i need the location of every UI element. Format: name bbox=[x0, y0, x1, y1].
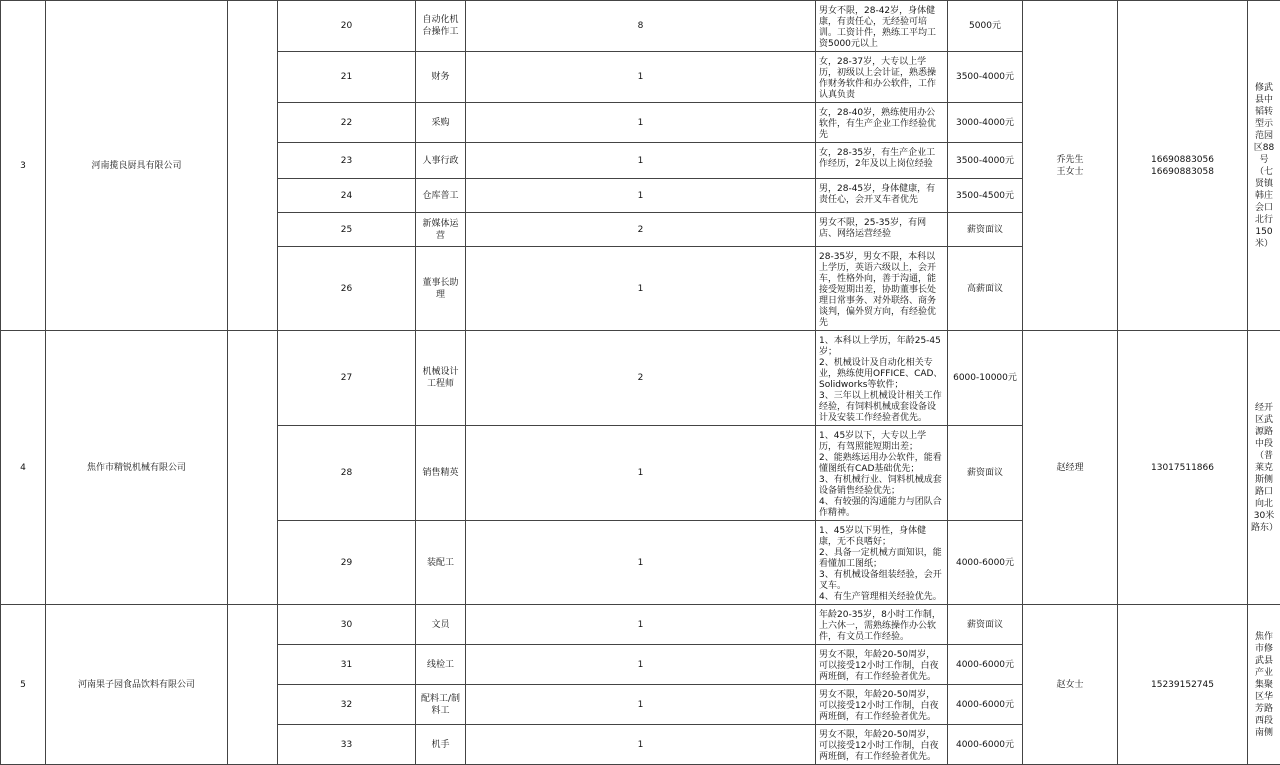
table-row bbox=[1, 605, 1280, 645]
job-requirement: 女，28-37岁，大专以上学历，初级以上会计证，熟悉操作财务软件和办公软件，工作认真负责 bbox=[816, 52, 948, 103]
position-name: 采购 bbox=[416, 103, 466, 143]
contact-person: 赵经理 bbox=[1023, 331, 1118, 605]
row-number: 22 bbox=[278, 103, 416, 143]
position-name: 仓库普工 bbox=[416, 179, 466, 213]
head-count: 1 bbox=[466, 725, 816, 765]
position-name: 机手 bbox=[416, 725, 466, 765]
job-table-body bbox=[1, 1, 1280, 765]
position-name: 人事行政 bbox=[416, 143, 466, 179]
head-count: 1 bbox=[466, 247, 816, 331]
row-number: 20 bbox=[278, 1, 416, 52]
head-count: 2 bbox=[466, 331, 816, 426]
head-count: 1 bbox=[466, 103, 816, 143]
position-name: 销售精英 bbox=[416, 426, 466, 521]
table-row bbox=[1, 1, 1280, 52]
job-requirement: 年龄20-35岁，8小时工作制，上六休一，需熟练操作办公软件，有文员工作经验。 bbox=[816, 605, 948, 645]
salary: 薪资面议 bbox=[948, 426, 1023, 521]
position-name: 装配工 bbox=[416, 521, 466, 605]
contact-person: 乔先生 王女士 bbox=[1023, 1, 1118, 331]
salary: 4000-6000元 bbox=[948, 521, 1023, 605]
row-number: 21 bbox=[278, 52, 416, 103]
row-number: 27 bbox=[278, 331, 416, 426]
spacer-cell bbox=[228, 1, 278, 331]
head-count: 2 bbox=[466, 213, 816, 247]
position-name: 线检工 bbox=[416, 645, 466, 685]
job-requirement: 男女不限，年龄20-50周岁，可以接受12小时工作制，白夜两班倒，有工作经验者优先。 bbox=[816, 645, 948, 685]
row-number: 32 bbox=[278, 685, 416, 725]
head-count: 1 bbox=[466, 143, 816, 179]
company-address: 经开区武源路中段 （普莱克斯侧路口向北30米路东） bbox=[1248, 331, 1280, 605]
head-count: 8 bbox=[466, 1, 816, 52]
position-name: 文员 bbox=[416, 605, 466, 645]
salary: 3500-4500元 bbox=[948, 179, 1023, 213]
group-index: 3 bbox=[1, 1, 46, 331]
company-name: 焦作市精锐机械有限公司 bbox=[46, 331, 228, 605]
contact-person: 赵女士 bbox=[1023, 605, 1118, 765]
position-name: 财务 bbox=[416, 52, 466, 103]
table-row bbox=[1, 331, 1280, 426]
salary: 薪资面议 bbox=[948, 605, 1023, 645]
job-requirement: 1、45岁以下男性，身体健康，无不良嗜好； 2、具备一定机械方面知识，能看懂加工图纸； 3、有机械设备组装经验，会开叉车。 4、有生产管理相关经验优先。 bbox=[816, 521, 948, 605]
row-number: 31 bbox=[278, 645, 416, 685]
salary: 高薪面议 bbox=[948, 247, 1023, 331]
spacer-cell bbox=[228, 331, 278, 605]
row-number: 28 bbox=[278, 426, 416, 521]
company-name: 河南果子园食品饮料有限公司 bbox=[46, 605, 228, 765]
company-address: 焦作市修武县产业集聚区华芳路西段南侧 bbox=[1248, 605, 1280, 765]
job-requirement: 男女不限，年龄20-50周岁，可以接受12小时工作制，白夜两班倒，有工作经验者优先。 bbox=[816, 685, 948, 725]
row-number: 24 bbox=[278, 179, 416, 213]
salary: 3000-4000元 bbox=[948, 103, 1023, 143]
job-requirement: 男女不限，年龄20-50周岁，可以接受12小时工作制，白夜两班倒，有工作经验者优先。 bbox=[816, 725, 948, 765]
salary: 3500-4000元 bbox=[948, 143, 1023, 179]
company-name: 河南揽良厨具有限公司 bbox=[46, 1, 228, 331]
job-requirement: 1、本科以上学历，年龄25-45岁； 2、机械设计及自动化相关专业，熟练使用OFFICE、CAD、Solidworks等软件； 3、三年以上机械设计相关工作经验，有饲料机械成套设备设计及安装工作经验者优先。 bbox=[816, 331, 948, 426]
position-name: 配料工/制料工 bbox=[416, 685, 466, 725]
job-requirement: 女，28-40岁，熟练使用办公软件，有生产企业工作经验优先 bbox=[816, 103, 948, 143]
position-name: 新媒体运营 bbox=[416, 213, 466, 247]
salary: 4000-6000元 bbox=[948, 725, 1023, 765]
group-index: 5 bbox=[1, 605, 46, 765]
row-number: 25 bbox=[278, 213, 416, 247]
salary: 4000-6000元 bbox=[948, 645, 1023, 685]
job-requirement: 1、45岁以下，大专以上学历，有驾照能短期出差； 2、能熟练运用办公软件，能看懂图纸有CAD基础优先； 3、有机械行业、饲料机械成套设备销售经验优先； 4、有较强的沟通能力与团队合作精神。 bbox=[816, 426, 948, 521]
job-requirement: 男女不限，28-42岁，身体健康，有责任心，无经验可培训。工资计件，熟练工平均工资5000元以上 bbox=[816, 1, 948, 52]
head-count: 1 bbox=[466, 52, 816, 103]
job-requirement: 女，28-35岁，有生产企业工作经历，2年及以上岗位经验 bbox=[816, 143, 948, 179]
company-address: 修武县中韬转型示范园区88号 （七贤镇韩庄会口北行150米） bbox=[1248, 1, 1280, 331]
head-count: 1 bbox=[466, 426, 816, 521]
salary: 4000-6000元 bbox=[948, 685, 1023, 725]
phone-number: 16690883056 16690883058 bbox=[1118, 1, 1248, 331]
head-count: 1 bbox=[466, 645, 816, 685]
row-number: 30 bbox=[278, 605, 416, 645]
position-name: 董事长助理 bbox=[416, 247, 466, 331]
salary: 薪资面议 bbox=[948, 213, 1023, 247]
phone-number: 13017511866 bbox=[1118, 331, 1248, 605]
head-count: 1 bbox=[466, 179, 816, 213]
spacer-cell bbox=[228, 605, 278, 765]
salary: 5000元 bbox=[948, 1, 1023, 52]
position-name: 自动化机台操作工 bbox=[416, 1, 466, 52]
salary: 6000-10000元 bbox=[948, 331, 1023, 426]
group-index: 4 bbox=[1, 331, 46, 605]
job-requirement: 男，28-45岁，身体健康，有责任心，会开叉车者优先 bbox=[816, 179, 948, 213]
head-count: 1 bbox=[466, 605, 816, 645]
job-requirement: 28-35岁，男女不限，本科以上学历，英语六级以上，会开车，性格外向，善于沟通，能接受短期出差，协助董事长处理日常事务、对外联络、商务谈判，偏外贸方向，有经验优先 bbox=[816, 247, 948, 331]
row-number: 29 bbox=[278, 521, 416, 605]
phone-number: 15239152745 bbox=[1118, 605, 1248, 765]
row-number: 23 bbox=[278, 143, 416, 179]
salary: 3500-4000元 bbox=[948, 52, 1023, 103]
head-count: 1 bbox=[466, 521, 816, 605]
job-requirement: 男女不限，25-35岁，有网店、网络运营经验 bbox=[816, 213, 948, 247]
row-number: 26 bbox=[278, 247, 416, 331]
head-count: 1 bbox=[466, 685, 816, 725]
row-number: 33 bbox=[278, 725, 416, 765]
position-name: 机械设计工程师 bbox=[416, 331, 466, 426]
